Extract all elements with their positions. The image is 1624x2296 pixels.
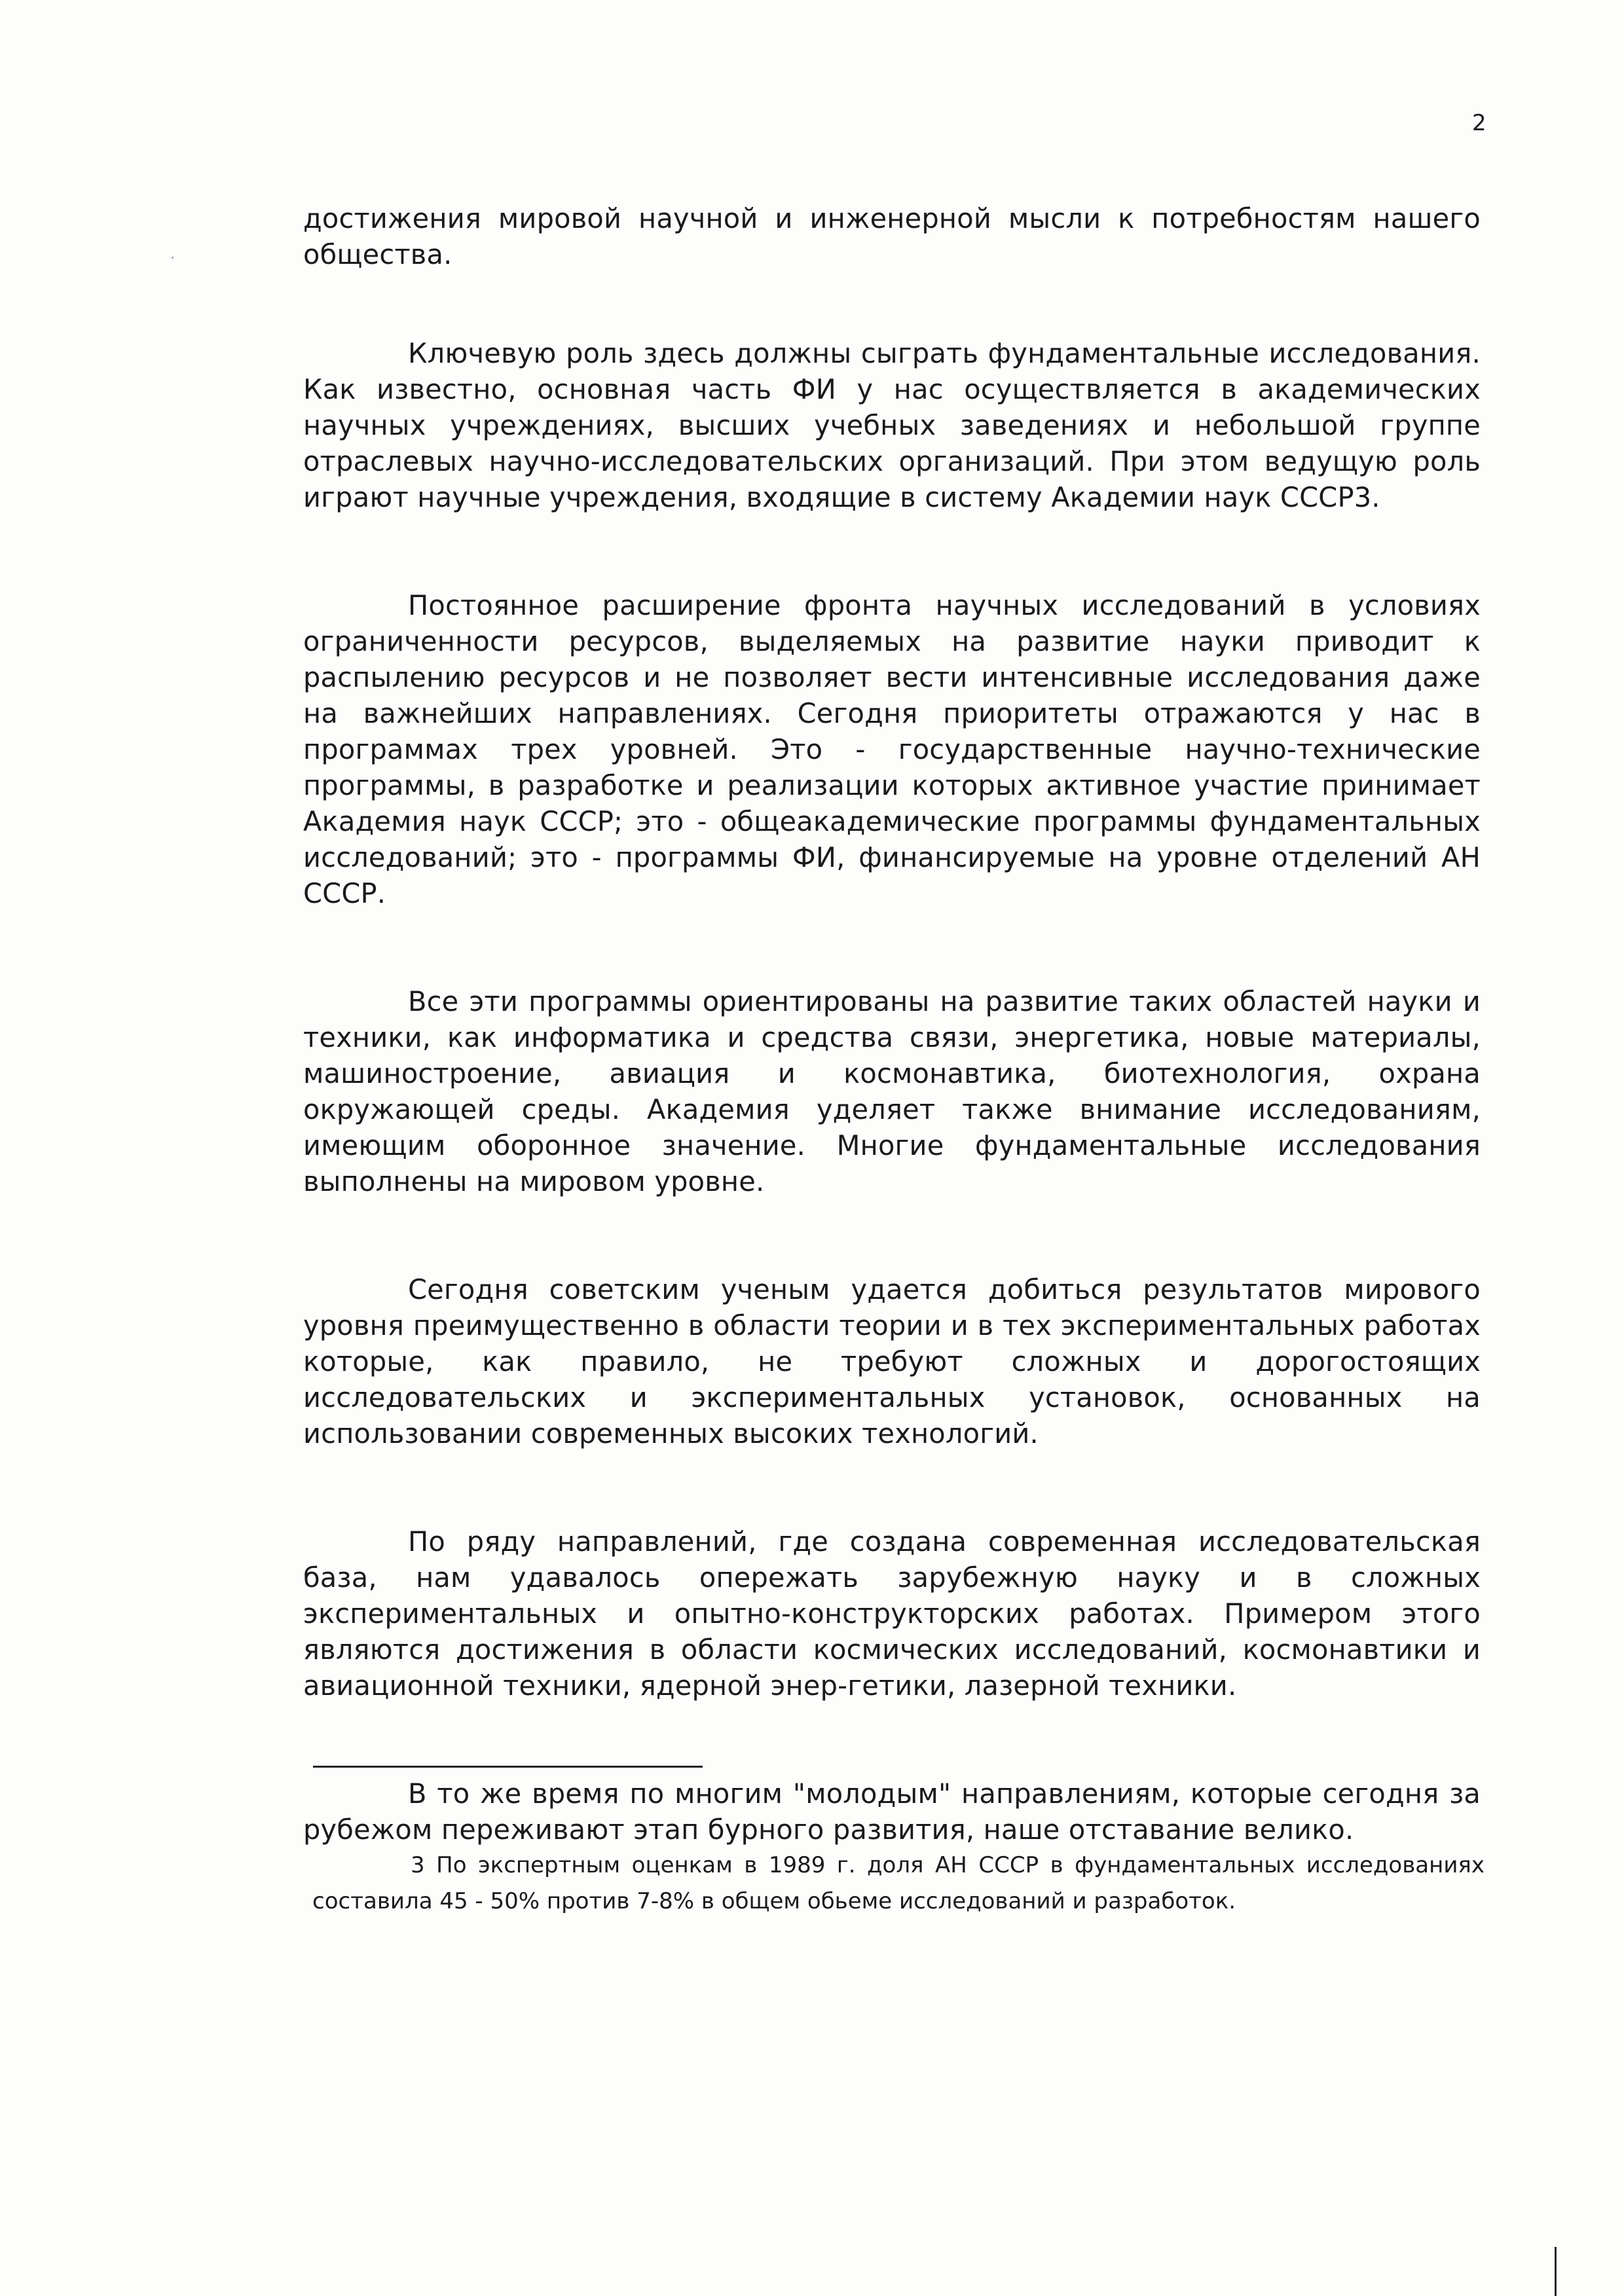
page-number: 2 <box>1472 110 1486 136</box>
scan-edge-mark <box>1555 2247 1557 2296</box>
paragraph-program-areas: Все эти программы ориентированы на развитие таких областей науки и техники, как информатика и средства связи, энергетика, новые материалы, машиностроение, авиация и космонавтика, биотехнология, охрана окружающей среды. Академия уделяет также внимание исследованиям, имеющим оборонное значение. Многие фундаментальные исследования выполнены на мировом уровне. <box>303 985 1481 1197</box>
scan-speck <box>172 257 174 259</box>
paragraph-leading-areas: По ряду направлений, где создана современная исследовательская база, нам удавалось опережать зарубежную науку и в сложных экспериментальных и опытно-конструкторских работах. Примером этого являются достижения в области космических исследований, космонавтики и авиационной техники, ядерной энер-гетики, лазерной техники. <box>303 1525 1481 1702</box>
paragraph-soviet-results: Сегодня советским ученым удается добиться результатов мирового уровня преимущественно в области теории и в тех экспериментальных работах которые, как правило, не требуют сложных и дорогостоящих исследовательских и экспериментальных установок, основанных на использовании современных высоких технологий. <box>303 1273 1481 1449</box>
footnote-3: 3 По экспертным оценкам в 1989 г. доля АН СССР в фундаментальных исследованиях составила 45 - 50% против 7-8% в общем обьеме исследований и разработок. <box>312 1852 1485 1914</box>
paragraph-continuation: достижения мировой научной и инженерной мысли к потребностям нашего общества. <box>303 202 1481 270</box>
paragraph-resource-limits: Постоянное расширение фронта научных исследований в условиях ограниченности ресурсов, выделяемых на развитие науки приводит к распылению ресурсов и не позволяет вести интенсивные исследования даже на важнейших направлениях. Сегодня приоритеты отражаются у нас в программах трех уровней. Это - государственные научно-технические программы, в разработке и реализации которых активное участие принимает Академия наук СССР; это - общеакадемические программы фундаментальных исследований; это - программы ФИ, финансируемые на уровне отделений АН СССР. <box>303 589 1481 909</box>
footnote-divider <box>313 1766 703 1768</box>
body-text <box>303 200 1481 1848</box>
paragraph-fundamental-research: Ключевую роль здесь должны сыграть фундаментальные исследования. Как известно, основная часть ФИ у нас осуществляется в академических научных учреждениях, высших учебных заведениях и небольшой группе отраслевых научно-исследовательских организаций. При этом ведущую роль играют научные учреждения, входящие в систему Академии наук СССР3. <box>303 337 1481 513</box>
paragraph-lagging-areas: В то же время по многим "молодым" направлениям, которые сегодня за рубежом переживают этап бурного развития, наше отставание велико. <box>303 1777 1481 1846</box>
